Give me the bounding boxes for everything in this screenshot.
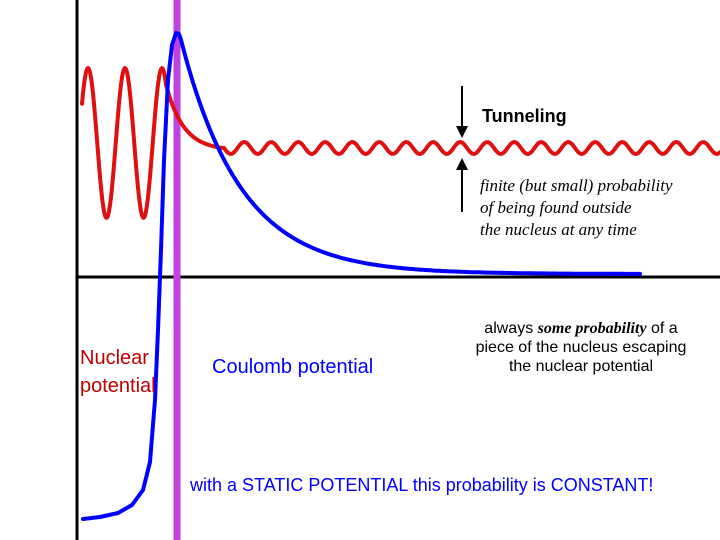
- tunneling-arrow-up-head: [456, 158, 468, 170]
- escape-note-line-1: [450, 319, 712, 338]
- escape-note-pre: always: [484, 320, 534, 337]
- nuclear-label-line-1: Nuclear: [80, 347, 149, 369]
- escape-note-post: of a: [651, 320, 678, 337]
- finite-note-line-1: finite (but small) probability: [480, 176, 673, 195]
- finite-note-line-2: of being found outside: [480, 198, 632, 217]
- tunneling-arrow-down-head: [456, 126, 468, 138]
- escape-note-line-3: the nuclear potential: [508, 358, 654, 375]
- tunneling-label: Tunneling: [482, 106, 567, 126]
- static-potential-note: with a STATIC POTENTIAL this probability is CONSTANT!: [190, 475, 654, 495]
- escape-note-emphasis: some probability: [537, 320, 647, 337]
- escape-probability-note: [450, 319, 712, 376]
- nuclear-label-line-2: potential: [80, 375, 156, 397]
- escape-note-line-2: piece of the nucleus escaping: [475, 339, 687, 356]
- finite-note-line-3: the nucleus at any time: [480, 220, 637, 239]
- coulomb-potential-label: Coulomb potential: [212, 356, 374, 378]
- finite-probability-note: [480, 175, 720, 241]
- nuclear-potential-label: [80, 344, 180, 400]
